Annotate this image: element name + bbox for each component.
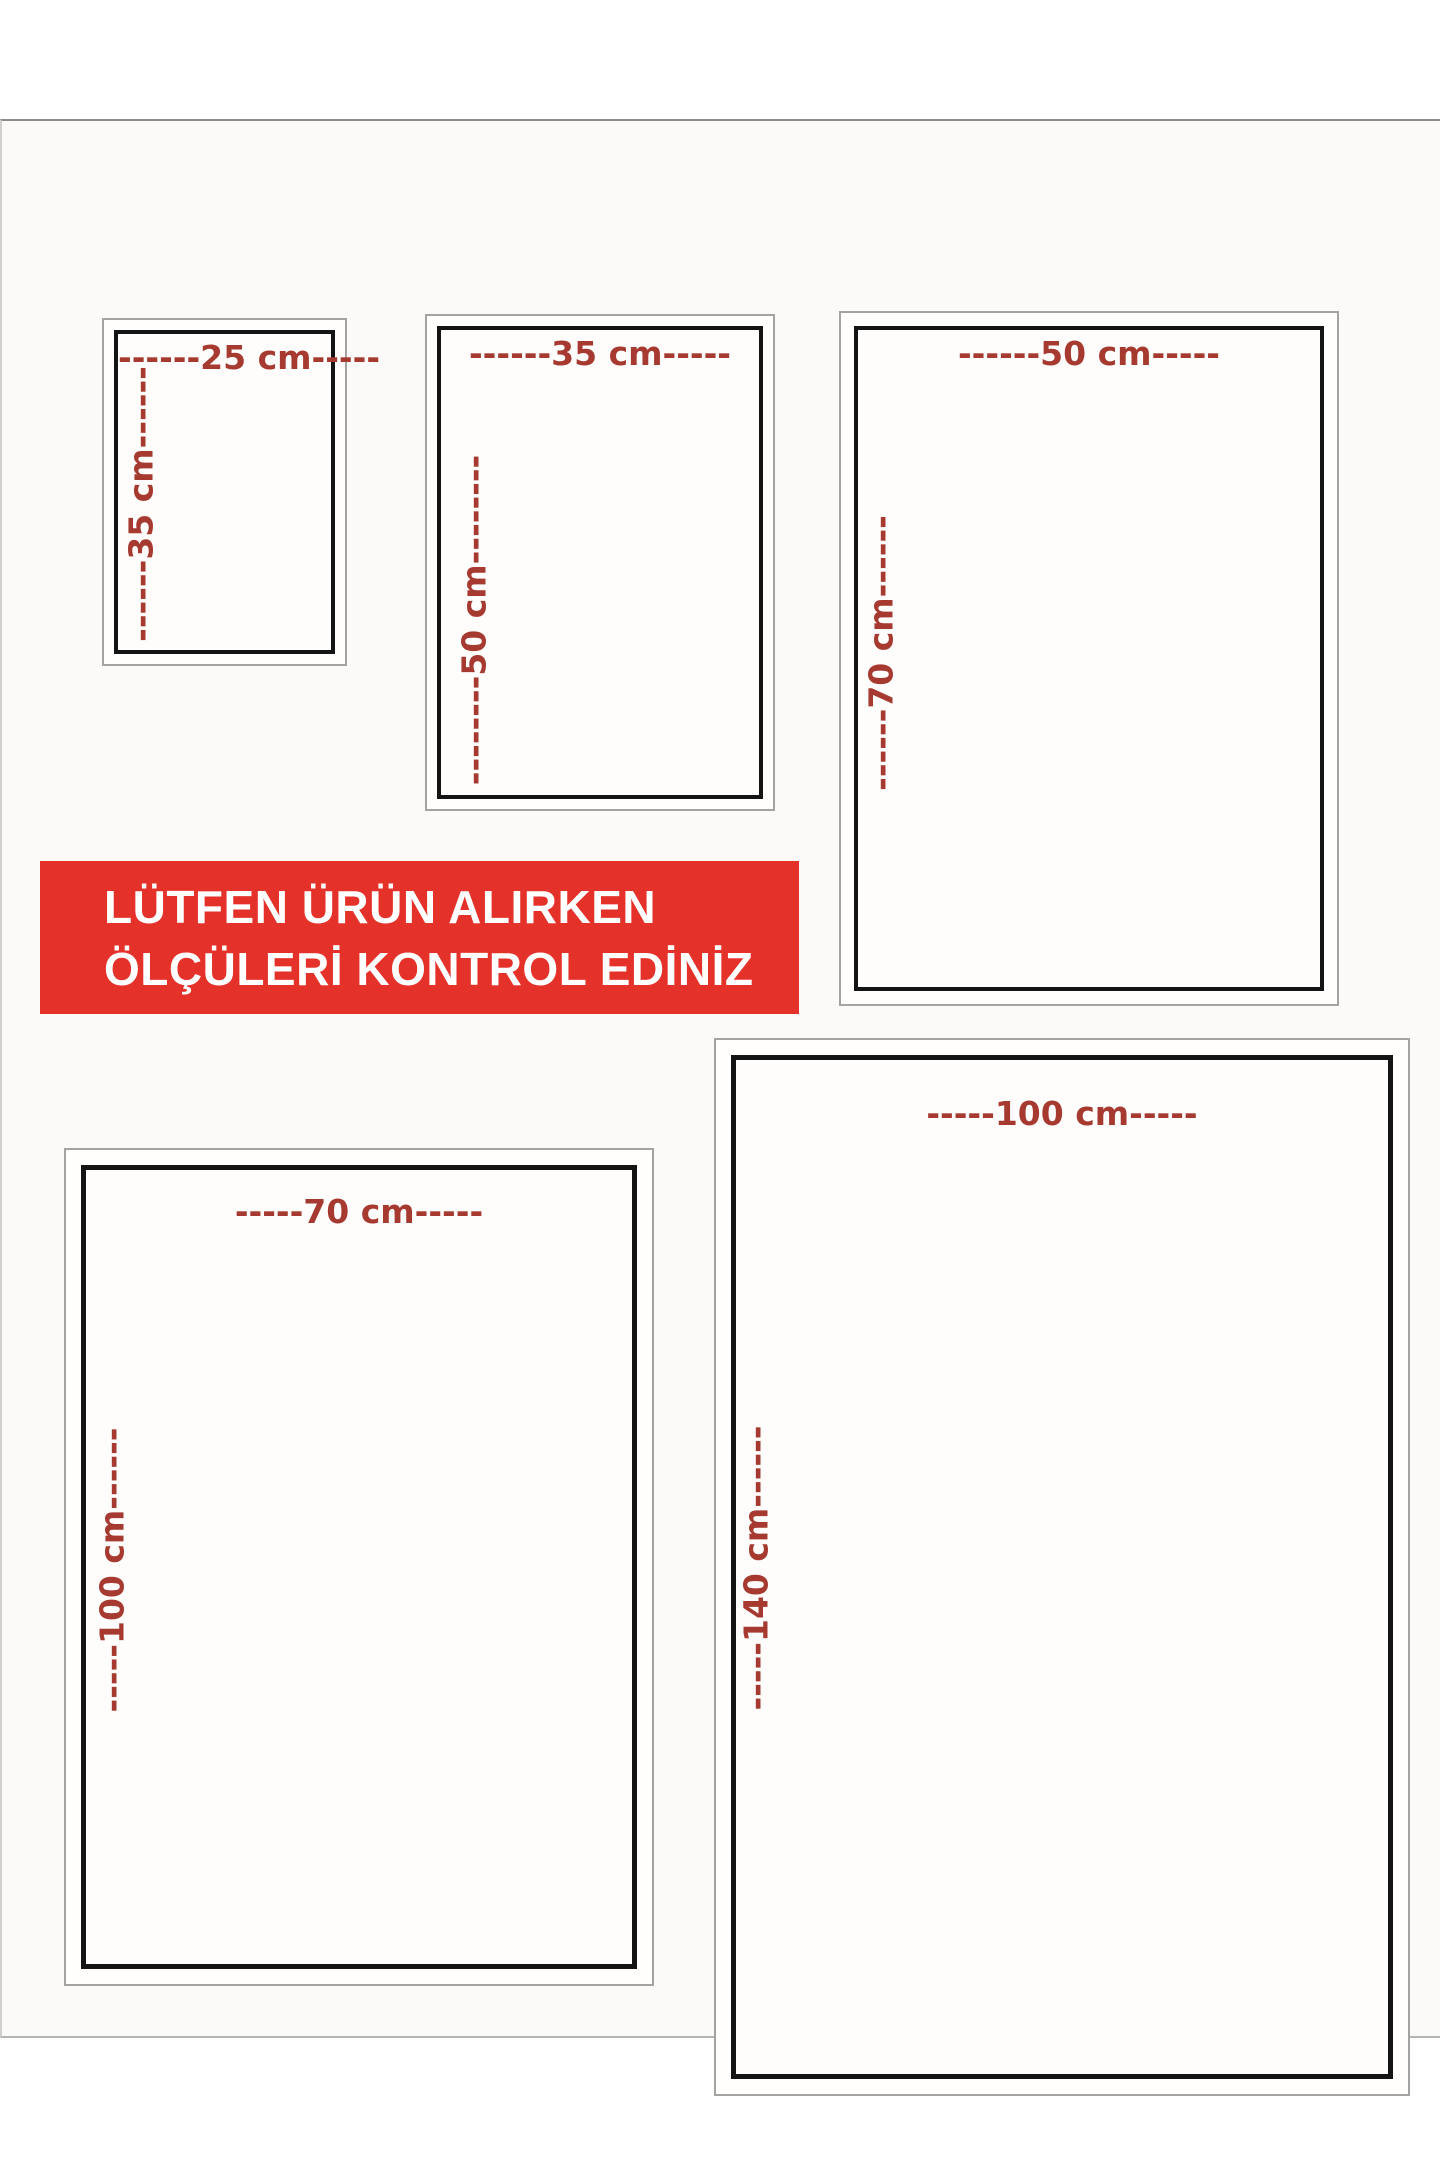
height-label: ------70 cm------ (861, 515, 901, 791)
height-label: -----140 cm------ (736, 1425, 776, 1711)
size-box-70x100 (64, 1148, 654, 1986)
width-label: ------25 cm----- (118, 338, 381, 377)
width-label: -----70 cm----- (234, 1192, 484, 1231)
warning-line-1: LÜTFEN ÜRÜN ALIRKEN (104, 880, 657, 933)
warning-banner (40, 861, 799, 1014)
height-label: -----100 cm------ (92, 1427, 132, 1713)
width-label: -----100 cm----- (926, 1094, 1198, 1133)
size-box-35x50 (425, 314, 775, 811)
warning-line-2: ÖLÇÜLERİ KONTROL EDİNİZ (104, 942, 754, 995)
size-box-25x35 (102, 318, 381, 666)
size-box-100x140 (714, 1038, 1410, 2096)
size-rect (81, 1165, 637, 1969)
photo-area (0, 119, 1440, 2038)
size-box-50x70 (839, 311, 1339, 1006)
width-label: ------35 cm----- (468, 334, 732, 373)
height-label: ------35 cm------ (121, 366, 161, 642)
width-label: ------50 cm----- (957, 334, 1221, 373)
height-label: --------50 cm-------- (454, 454, 494, 786)
size-rect (854, 326, 1324, 991)
size-rect (731, 1055, 1393, 2079)
